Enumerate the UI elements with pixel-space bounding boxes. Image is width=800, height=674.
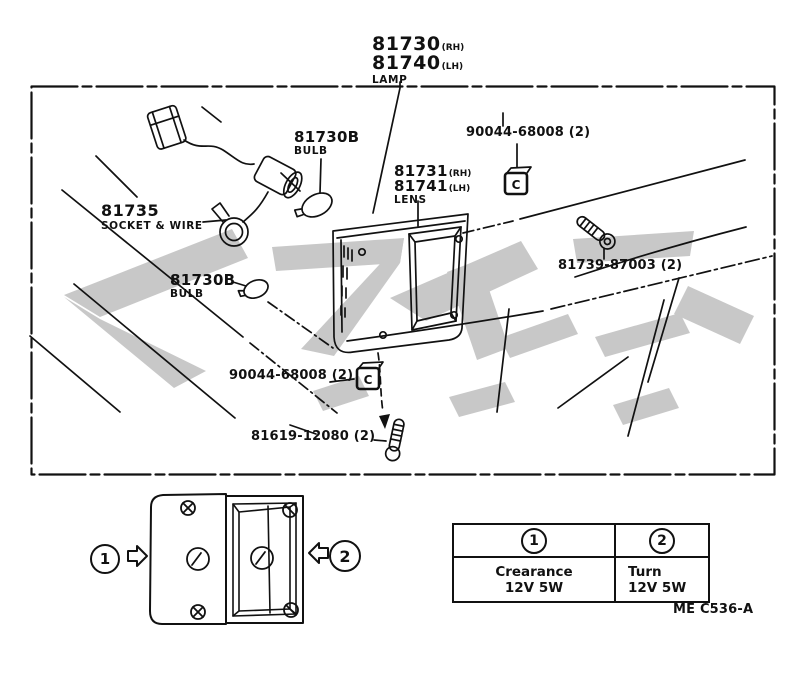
part-name: BULB [294,145,328,157]
part-number: 81741 [394,177,448,195]
part-name: SOCKET & WIRE [101,220,203,232]
bulb-upper-label [294,130,359,157]
arrow-right-icon [128,546,147,566]
part-number: 81730 [372,33,441,55]
part-number: 81740 [372,52,441,74]
bulb-spec-table [452,523,710,603]
screw-icon [384,418,406,462]
nut-marking: C [363,373,373,387]
bulb-middle-label [170,273,235,300]
side-suffix: (RH) [448,169,472,179]
side-suffix: (LH) [441,62,464,72]
spec-header-2 [616,525,708,558]
lamp-back-view [150,494,226,624]
part-number: 81730B [170,271,236,289]
bulb-icon [237,276,271,303]
part-number: 81731 [394,162,448,180]
callout-1: 1 [90,544,120,574]
nut-marking: C [511,178,521,192]
nut-upper-label: 90044-68008 (2) [466,125,591,140]
callout-1-header: 1 [521,528,547,554]
spec-cell-clearance [454,558,616,601]
part-number: 81735 [101,201,160,220]
socket-label [101,203,203,232]
screw-right-label: 81739-87003 (2) [558,258,683,273]
connector-icon [147,105,187,150]
nut-icon [505,167,531,194]
part-name: BULB [170,288,204,300]
part-name: LENS [394,194,427,206]
bulb-rating: 12V 5W [504,579,564,596]
arrow-left-icon [309,543,328,563]
nut-lower-label: 90044-68008 (2) [229,368,354,383]
figure-code: ME C536-A [673,602,754,617]
spec-cell-turn [616,558,708,601]
socket-icon [253,155,306,201]
bulb-type: Crearance [495,563,573,580]
lamp-lens-view [226,496,303,623]
side-suffix: (RH) [441,43,465,53]
screw-lower-label: 81619-12080 (2) [251,429,376,444]
part-number: 81730B [294,128,360,146]
spec-header-1 [454,525,616,558]
insertion-axis-arrow [378,353,390,429]
callout-2: 2 [329,540,361,572]
lens-part-label [394,164,471,206]
lamp-part-label [372,35,464,86]
callout-2-header: 2 [649,528,675,554]
side-suffix: (LH) [448,184,471,194]
bulb-icon [292,188,336,225]
bulb-rating: 12V 5W [628,579,687,596]
part-name: LAMP [372,74,408,86]
bulb-type: Turn [628,563,662,580]
